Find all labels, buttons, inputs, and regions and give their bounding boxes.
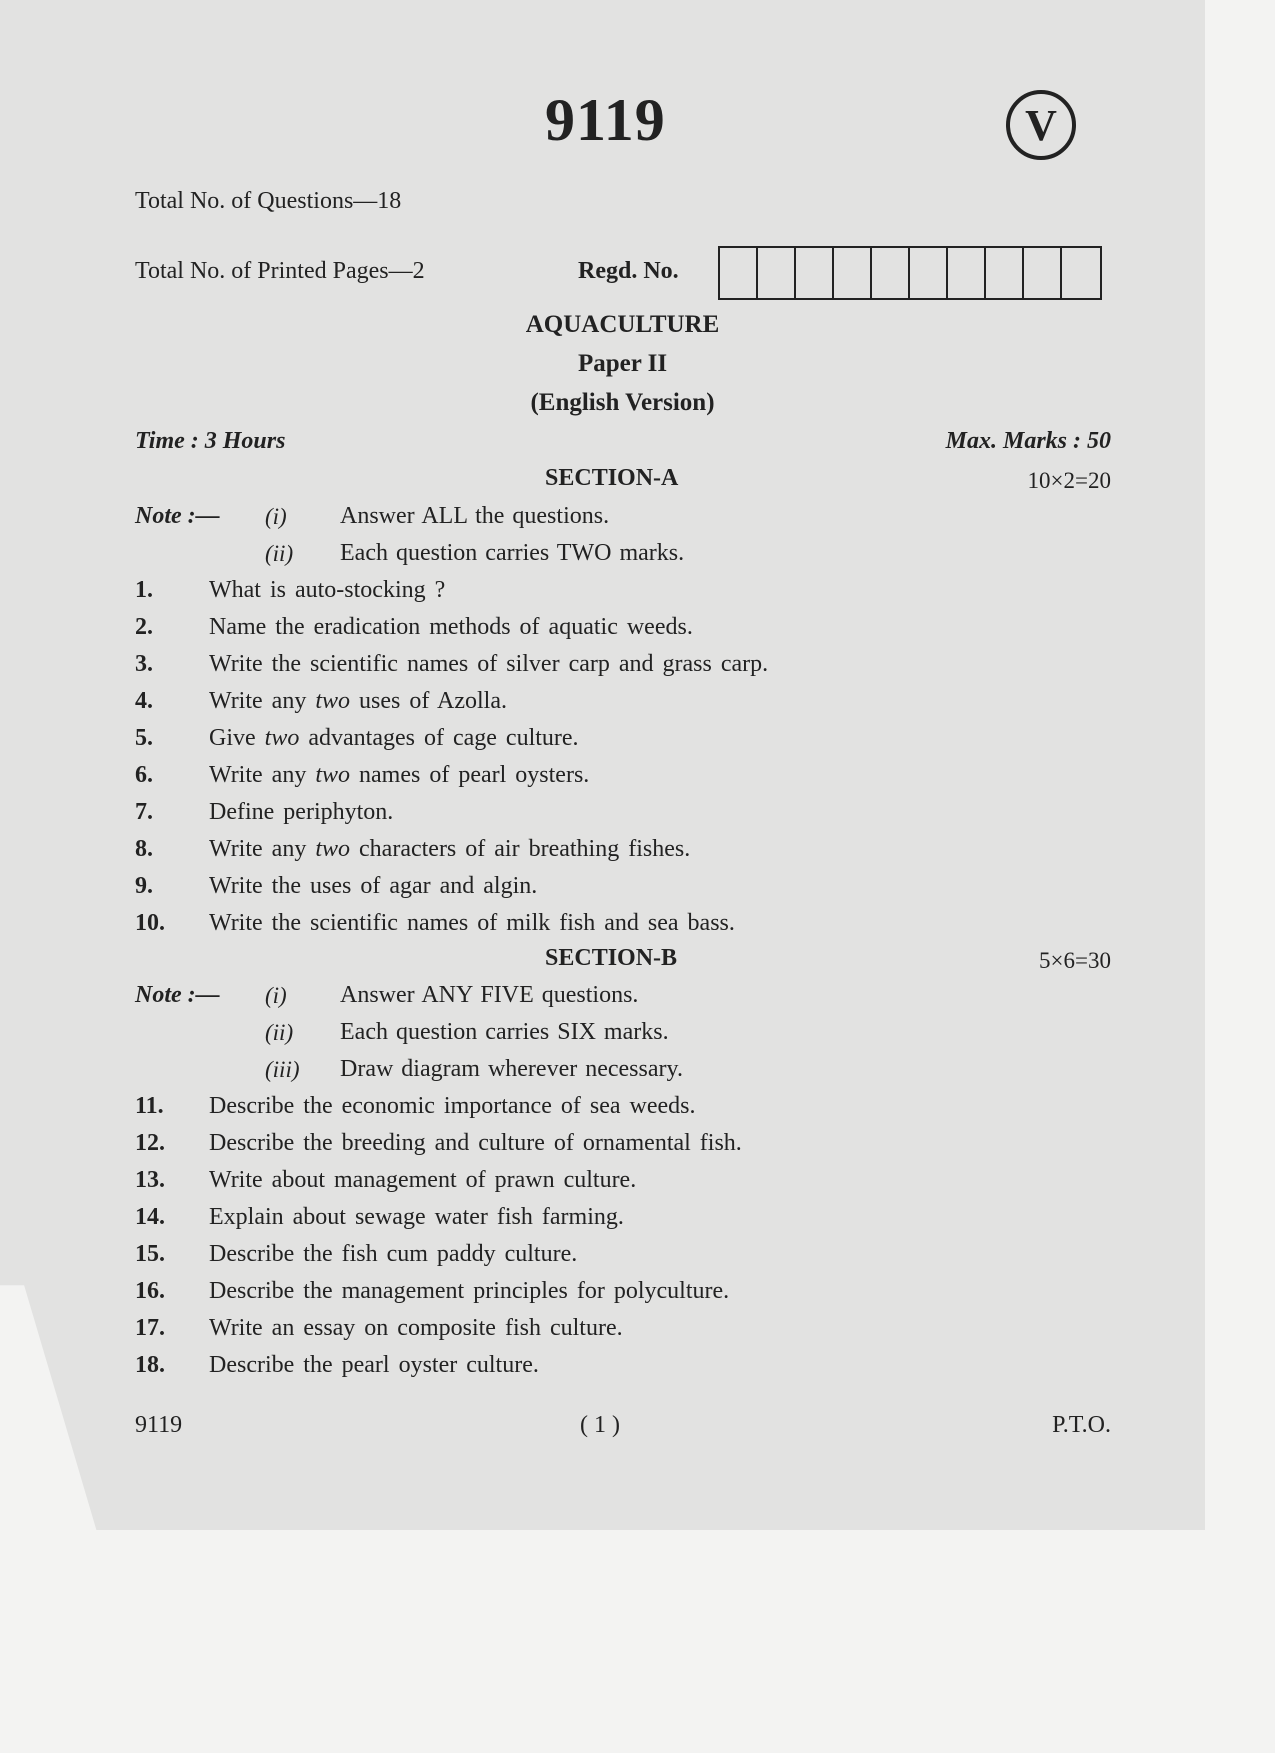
- note-number: (iii): [265, 1057, 300, 1082]
- note-text: Each question carries TWO marks.: [340, 540, 685, 566]
- question-text: Write the scientific names of silver carp and grass carp.: [209, 651, 769, 677]
- question-text: Write any two characters of air breathing fishes.: [209, 836, 691, 862]
- note-number: (i): [265, 983, 287, 1008]
- question-number: 3.: [135, 651, 153, 677]
- version-badge: V: [1006, 90, 1076, 160]
- question-text: Describe the management principles for polyculture.: [209, 1278, 730, 1304]
- question-text: Give two advantages of cage culture.: [209, 725, 579, 751]
- question-number: 14.: [135, 1204, 165, 1230]
- paper-code: 9119: [545, 87, 666, 153]
- regd-box[interactable]: [758, 248, 796, 298]
- question-text: What is auto-stocking ?: [209, 577, 446, 603]
- time-duration: Time : 3 Hours: [135, 428, 286, 454]
- question-number: 10.: [135, 910, 165, 936]
- question-number: 13.: [135, 1167, 165, 1193]
- question-text: Write an essay on composite fish culture.: [209, 1315, 623, 1341]
- question-number: 17.: [135, 1315, 165, 1341]
- note-text: Answer ANY FIVE questions.: [340, 982, 639, 1008]
- regd-label: Regd. No.: [578, 258, 679, 284]
- max-marks: Max. Marks : 50: [945, 428, 1111, 454]
- question-text: Write about management of prawn culture.: [209, 1167, 637, 1193]
- question-text: Write any two uses of Azolla.: [209, 688, 507, 714]
- regd-box[interactable]: [948, 248, 986, 298]
- question-number: 11.: [135, 1093, 164, 1119]
- note-number: (ii): [265, 541, 294, 566]
- question-text: Define periphyton.: [209, 799, 394, 825]
- question-text: Describe the pearl oyster culture.: [209, 1352, 539, 1378]
- question-text: Describe the economic importance of sea weeds.: [209, 1093, 696, 1119]
- section-b-title: SECTION-B: [545, 945, 678, 971]
- question-number: 16.: [135, 1278, 165, 1304]
- note-text: Answer ALL the questions.: [340, 503, 610, 529]
- regd-box[interactable]: [834, 248, 872, 298]
- question-text: Write the scientific names of milk fish and sea bass.: [209, 910, 735, 936]
- question-text: Describe the fish cum paddy culture.: [209, 1241, 578, 1267]
- version-label: (English Version): [530, 389, 715, 416]
- regd-box[interactable]: [1062, 248, 1100, 298]
- section-b-marks: 5×6=30: [1039, 948, 1111, 973]
- subject-title: AQUACULTURE: [525, 311, 720, 338]
- question-number: 2.: [135, 614, 153, 640]
- footer-page-number: ( 1 ): [580, 1412, 620, 1438]
- question-number: 6.: [135, 762, 153, 788]
- regd-number-boxes[interactable]: [718, 246, 1102, 300]
- regd-box[interactable]: [910, 248, 948, 298]
- footer-pto: P.T.O.: [1052, 1412, 1111, 1438]
- question-number: 1.: [135, 577, 153, 603]
- note-text: Draw diagram wherever necessary.: [340, 1056, 683, 1082]
- section-b-note-label: Note :—: [135, 982, 220, 1008]
- section-a-note-label: Note :—: [135, 503, 220, 529]
- question-number: 8.: [135, 836, 153, 862]
- question-number: 4.: [135, 688, 153, 714]
- regd-box[interactable]: [796, 248, 834, 298]
- note-text: Each question carries SIX marks.: [340, 1019, 669, 1045]
- regd-box[interactable]: [872, 248, 910, 298]
- question-number: 9.: [135, 873, 153, 899]
- question-text: Describe the breeding and culture of ornamental fish.: [209, 1130, 742, 1156]
- question-number: 7.: [135, 799, 153, 825]
- question-text: Name the eradication methods of aquatic weeds.: [209, 614, 693, 640]
- question-text: Write the uses of agar and algin.: [209, 873, 538, 899]
- question-number: 18.: [135, 1352, 165, 1378]
- question-text: Explain about sewage water fish farming.: [209, 1204, 624, 1230]
- regd-box[interactable]: [720, 248, 758, 298]
- total-questions: Total No. of Questions—18: [135, 188, 402, 214]
- question-text: Write any two names of pearl oysters.: [209, 762, 590, 788]
- regd-box[interactable]: [1024, 248, 1062, 298]
- note-number: (ii): [265, 1020, 294, 1045]
- question-number: 12.: [135, 1130, 165, 1156]
- section-a-marks: 10×2=20: [1027, 468, 1111, 493]
- regd-box[interactable]: [986, 248, 1024, 298]
- total-pages: Total No. of Printed Pages—2: [135, 258, 425, 284]
- question-number: 15.: [135, 1241, 165, 1267]
- paper-number: Paper II: [577, 350, 668, 377]
- question-number: 5.: [135, 725, 153, 751]
- footer-paper-code: 9119: [135, 1412, 183, 1438]
- section-a-title: SECTION-A: [545, 465, 679, 491]
- note-number: (i): [265, 504, 287, 529]
